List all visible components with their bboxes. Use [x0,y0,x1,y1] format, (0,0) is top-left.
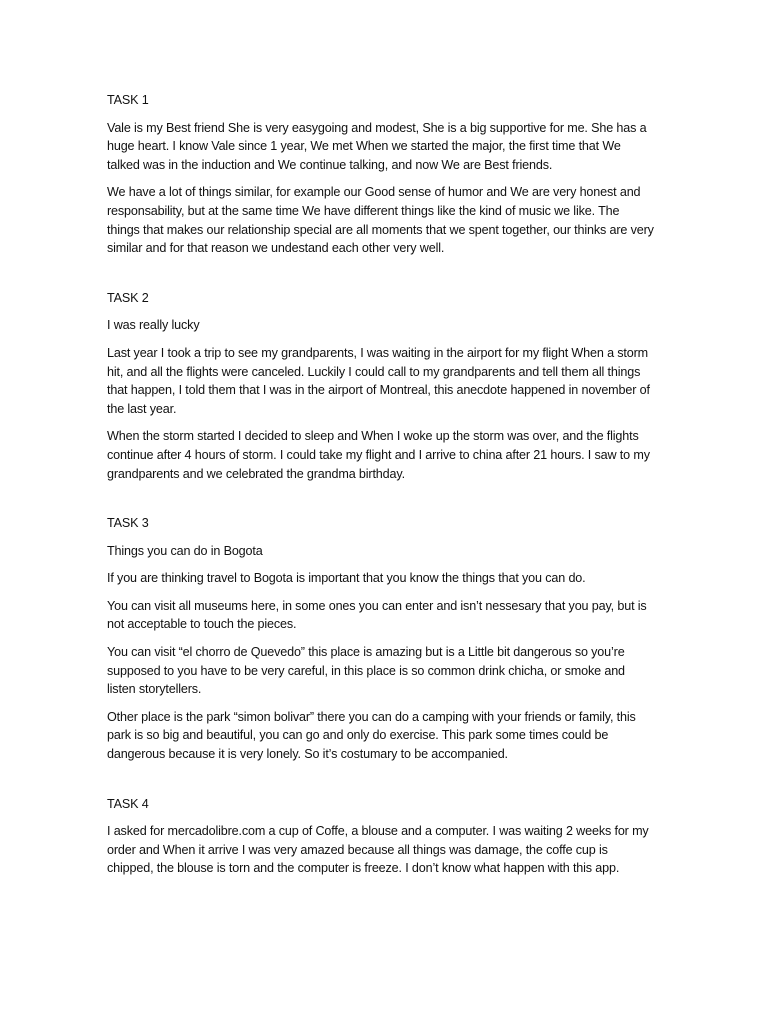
task-3-heading: TASK 3 [107,516,149,531]
task-3-paragraph-4: Other place is the park “simon bolivar” there you can do a camping with your friends or family, this park is so big and beautiful, you can go and only do exercise. This park some times could be dangerous because it is very lonely. So it’s costumary to be accompanied. [107,709,636,762]
task-1-heading: TASK 1 [107,93,149,107]
task-2-section [107,289,655,483]
task-1-paragraph-2: We have a lot of things similar, for example our Good sense of humor and We are very honest and responsability, but at the same time We have different things like the kind of music we like. The things that makes our relationship special are all moments that we spent together, our thinks are very similar and for that reason we undestand each other very well. [107,185,654,256]
document-body [107,91,655,878]
task-2-subtitle: I was really lucky [107,318,200,333]
task-4-heading: TASK 4 [107,796,149,811]
task-3-paragraph-3: You can visit “el chorro de Quevedo” this place is amazing but is a Little bit dangerous so you’re supposed to you have to be very careful, in this place is so common drink chicha, or smoke and listen storytellers. [107,645,625,697]
task-4-section [107,795,655,878]
task-4-paragraph-1: I asked for mercadolibre.com a cup of Coffe, a blouse and a computer. I was waiting 2 weeks for my order and When it arrive I was very amazed because all things was damage, the coffe cup is chipped, the blouse is torn and the computer is freeze. I don’t know what happen with this app. [107,824,649,876]
task-3-paragraph-2: You can visit all museums here, in some ones you can enter and isn’t nessesary that you pay, but is not acceptable to touch the pieces. [107,598,647,632]
task-2-paragraph-1: Last year I took a trip to see my grandparents, I was waiting in the airport for my flight When a storm hit, and all the flights were canceled. Luckily I could call to my grandparents and tell them all things that happen, I told them that I was in the airport of Montreal, this anecdote happened in november of the last year. [107,345,650,416]
task-2-paragraph-2: When the storm started I decided to sleep and When I woke up the storm was over, and the flights continue after 4 hours of storm. I could take my flight and I arrive to china after 21 hours. I saw to my grandparents and we celebrated the grandma birthday. [107,429,650,481]
task-3-subtitle: Things you can do in Bogota [107,543,263,558]
task-3-paragraph-1: If you are thinking travel to Bogota is important that you know the things that you can do. [107,571,586,586]
task-3-section [107,514,655,764]
task-2-heading: TASK 2 [107,290,149,305]
task-1-section [107,91,655,258]
task-1-paragraph-1: Vale is my Best friend She is very easygoing and modest, She is a big supportive for me. She has a huge heart. I know Vale since 1 year, We met When we started the major, the first time that We talked was in the induction and We continue talking, and now We are Best friends. [107,120,647,172]
